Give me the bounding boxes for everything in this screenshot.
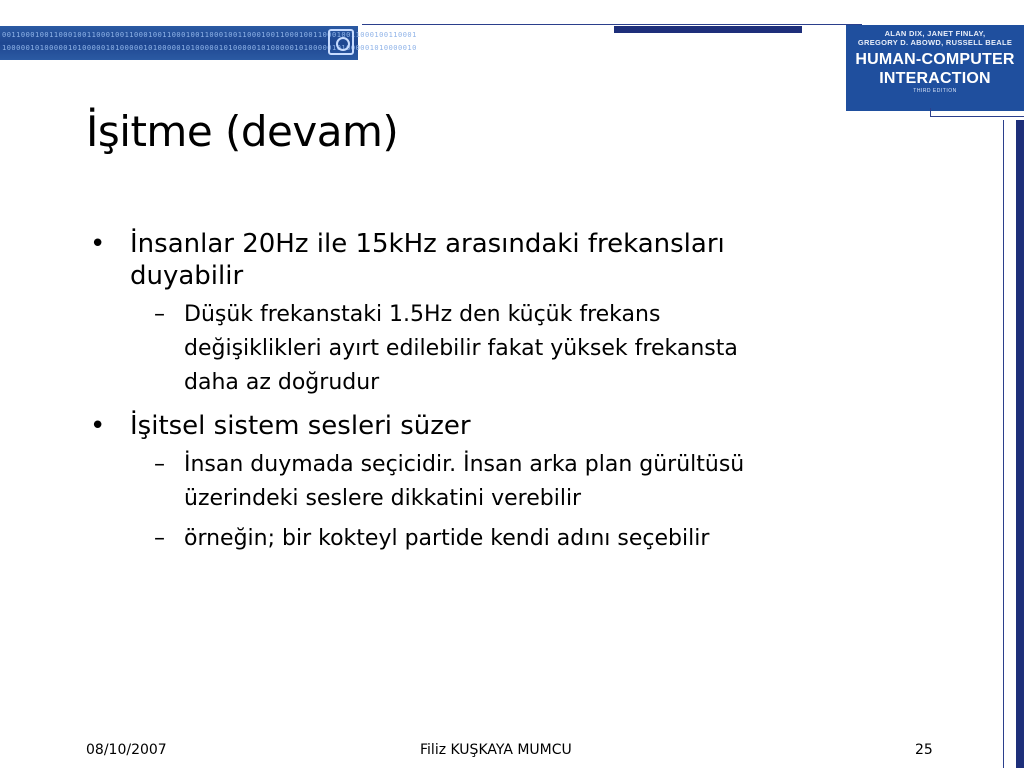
book-title	[846, 50, 1024, 88]
dash-icon: –	[154, 526, 165, 551]
sub-bullet-item	[84, 522, 964, 556]
logo-frame-line	[930, 108, 1024, 117]
book-title-line: INTERACTION	[879, 70, 991, 87]
sub-bullet-text-line: daha az doğrudur	[184, 370, 380, 395]
dash-icon: –	[154, 302, 165, 327]
book-authors-line: ALAN DIX, JANET FINLAY,	[884, 29, 986, 38]
book-cover-logo	[846, 25, 1024, 111]
bullet-icon: •	[90, 229, 106, 259]
header-divider	[362, 24, 862, 25]
binary-text-line: 1000001010000010100000101000001010000010100000101000001010000010100000101000001010000010	[2, 44, 417, 52]
header-accent-bar	[614, 26, 802, 33]
footer-date: 08/10/2007	[86, 742, 167, 758]
right-divider	[1003, 120, 1004, 768]
bullet-item	[84, 410, 964, 442]
sub-bullet-item	[84, 298, 964, 400]
bullet-text-line: İnsanlar 20Hz ile 15kHz arasındaki frekansları	[130, 229, 725, 259]
bullet-item	[84, 228, 964, 292]
slide-title: İşitme (devam)	[86, 107, 399, 156]
slide-content	[84, 228, 964, 566]
binary-text-line: 0011000100110001001100010011000100110001001100010011000100110001001100010011000100110001	[2, 31, 417, 39]
book-edition: THIRD EDITION	[913, 88, 957, 94]
book-title-line: HUMAN-COMPUTER	[855, 51, 1015, 68]
sub-bullet-text-line: örneğin; bir kokteyl partide kendi adını seçebilir	[184, 526, 710, 551]
sub-bullet-text-line: değişiklikleri ayırt edilebilir fakat yüksek frekansta	[184, 336, 738, 361]
sub-bullet-item	[84, 448, 964, 516]
book-authors-line: GREGORY D. ABOWD, RUSSELL BEALE	[857, 38, 1013, 47]
sub-list	[84, 448, 964, 556]
sub-list	[84, 298, 964, 400]
footer-page-number: 25	[915, 742, 933, 758]
book-authors	[846, 29, 1024, 47]
sub-bullet-text-line: İnsan duymada seçicidir. İnsan arka plan gürültüsü	[184, 452, 745, 477]
target-icon	[328, 29, 354, 55]
sub-bullet-text-line: üzerindeki seslere dikkatini verebilir	[184, 486, 582, 511]
sub-bullet-text-line: Düşük frekanstaki 1.5Hz den küçük frekans	[184, 302, 661, 327]
dash-icon: –	[154, 452, 165, 477]
binary-banner-image	[0, 26, 417, 60]
bullet-text-line: duyabilir	[130, 261, 244, 291]
footer-author: Filiz KUŞKAYA MUMCU	[420, 742, 572, 758]
bullet-text-line: İşitsel sistem sesleri süzer	[130, 411, 471, 441]
right-accent-bar	[1016, 120, 1024, 768]
bullet-icon: •	[90, 411, 106, 441]
